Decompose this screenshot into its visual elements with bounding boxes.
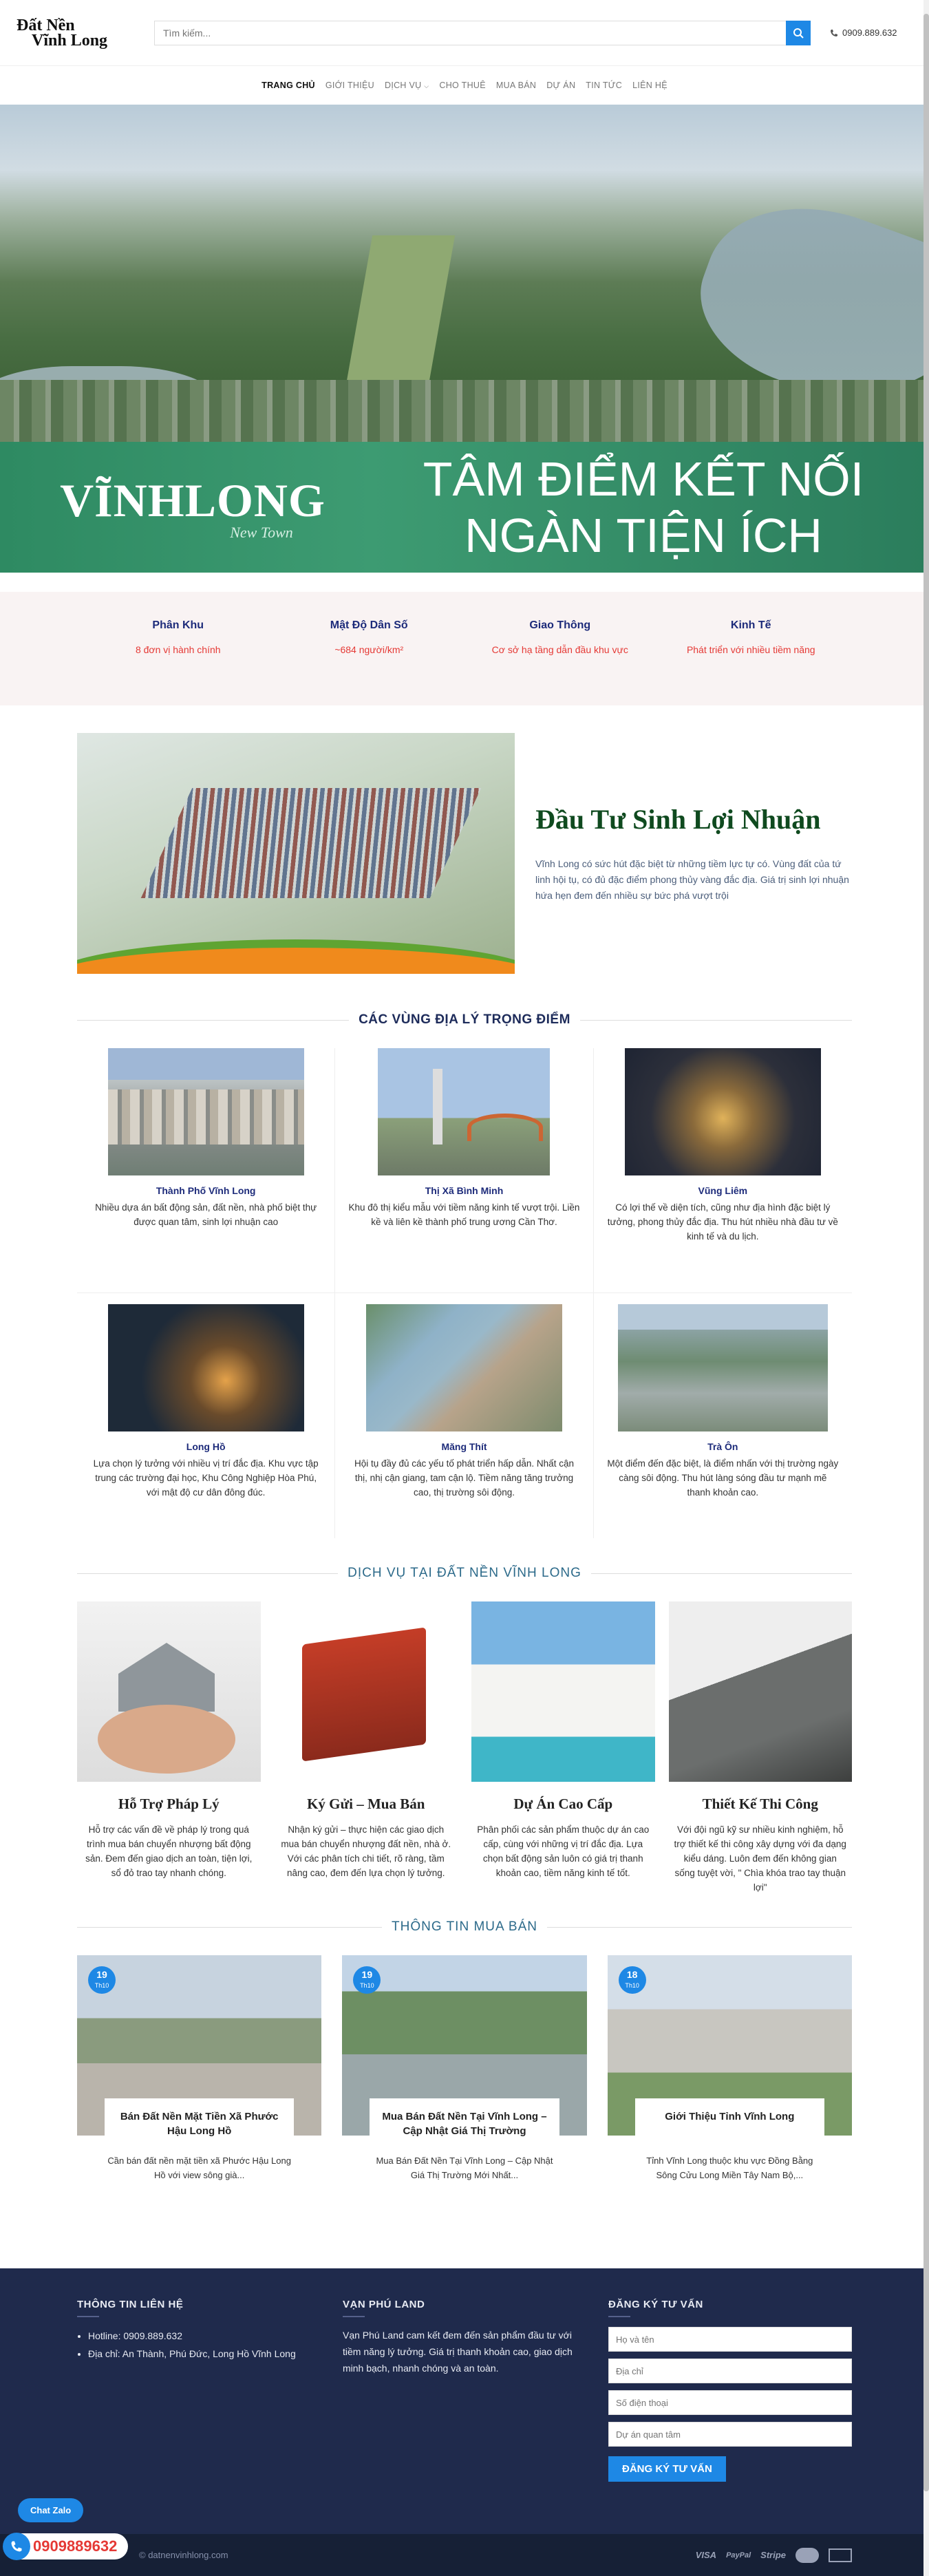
nav-item-news[interactable]: TIN TỨC [586,81,623,90]
news-title: THÔNG TIN MUA BÁN [392,1919,537,1934]
news-excerpt: Cần bán đất nền mặt tiền xã Phước Hậu Long Hồ với view sông già... [107,2155,291,2180]
scrollbar-thumb[interactable] [923,14,929,2491]
hotline-number: 0909889632 [15,2533,128,2559]
search-bar [154,21,811,45]
stat-item [656,619,847,705]
invest-image [77,733,515,974]
stat-desc: 8 đơn vị hành chính [135,644,221,655]
region-name: Thị Xã Bình Minh [425,1185,504,1196]
region-name: Măng Thít [441,1441,487,1452]
region-name: Trà Ôn [707,1441,738,1452]
name-field[interactable] [608,2327,852,2352]
stats-strip [0,592,929,705]
news-card[interactable] [608,1955,852,2182]
divider [580,1020,852,1021]
region-card[interactable] [594,1293,852,1538]
stat-title: Giao Thông [529,619,591,631]
region-image [618,1304,828,1431]
service-image [471,1601,655,1782]
services-heading [77,1566,852,1581]
service-desc: Phân phối các sản phẩm thuộc dự án cao cấp, cùng với những vị trí đắc địa. Lựa chọn bất động sản luôn có giá trị thanh khoản cao, tiềm năng kinh tế tốt. [477,1824,650,1878]
divider [77,1573,338,1574]
footer-contact-list [77,2327,321,2363]
visa-icon: VISA [695,2550,717,2560]
stripe-icon: Stripe [760,2550,786,2560]
region-card[interactable] [594,1048,852,1293]
hotline-button[interactable] [0,2533,128,2560]
region-desc: Hội tụ đầy đủ các yếu tố phát triển hấp dẫn. Nhất cận thị, nhị cận giang, tam cận lộ. Tiềm năng tăng trưởng cao, thị trường sôi động. [354,1458,574,1498]
site-header [0,0,929,66]
region-name: Thành Phố Vĩnh Long [156,1185,256,1196]
invest-image-plot [141,788,482,898]
date-month: Th10 [360,1982,374,1989]
service-card[interactable] [471,1601,655,1895]
news-title[interactable]: Bán Đất Nền Mặt Tiền Xã Phước Hậu Long Hồ [105,2098,294,2147]
copyright: © datnenvinhlong.com [139,2550,228,2560]
service-image [275,1601,458,1782]
mastercard-icon [795,2548,819,2563]
date-month: Th10 [625,1982,639,1989]
logo-line2: Vĩnh Long [32,31,108,50]
divider [591,1573,852,1574]
service-name: Thiết Kế Thi Công [702,1796,818,1812]
service-card[interactable] [669,1601,853,1895]
stat-item [274,619,465,705]
news-title[interactable]: Mua Bán Đất Nền Tại Vĩnh Long – Cập Nhật Giá Thị Trường [370,2098,559,2147]
hero-brand-logo [0,473,385,542]
footer-contact [77,2299,321,2504]
service-desc: Hỗ trợ các vấn đề về pháp lý trong quá trình mua bán chuyển nhượng bất động sản. Đem đến giao dịch an toàn, tiện lợi, sổ đỏ trao tay nhanh chóng. [85,1824,253,1878]
region-name: Long Hồ [186,1441,226,1452]
nav-item-about[interactable]: GIỚI THIỆU [325,81,374,90]
news-excerpt: Tỉnh Vĩnh Long thuộc khu vực Đồng Bằng Sông Cửu Long Miền Tây Nam Bộ,... [646,2155,813,2180]
submit-button[interactable]: ĐĂNG KÝ TƯ VẤN [608,2456,726,2482]
hero-banner [0,105,929,573]
stat-desc: ~684 người/km² [334,644,404,655]
region-desc: Có lợi thế về diện tích, cũng như địa hình đặc biệt lý tưởng, phong thủy đắc địa. Thu hút nhiều nhà đầu tư về kinh tế và du lịch. [607,1202,838,1242]
date-badge [88,1966,116,1994]
footer-about-text: Vạn Phú Land cam kết đem đến sản phẩm đầu tư với tiềm năng lý tưởng. Giá trị thanh khoản cao, giao dịch minh bạch, nhanh chóng và an toàn. [343,2330,573,2374]
service-desc: Nhận ký gửi – thực hiện các giao dịch mua bán chuyển nhượng đất nền, nhà ở. Với các phân tích chi tiết, rõ ràng, tầm nâng cao, đem đến lựa chọn lý tưởng. [281,1824,451,1878]
hero-band [0,442,929,573]
date-badge [353,1966,381,1994]
hero-slogan-line1: TÂM ĐIỂM KẾT NỐI [423,452,864,506]
footer-hotline[interactable]: • Hotline: 0909.889.632 [88,2327,321,2345]
region-image [625,1048,821,1175]
footer-form-title: ĐĂNG KÝ TƯ VẤN [608,2299,852,2317]
news-grid [77,1955,852,2182]
divider [77,1927,382,1928]
stat-title: Phân Khu [152,619,204,631]
service-image [669,1601,853,1782]
invest-body: Vĩnh Long có sức hút đặc biệt từ những tiềm lực tự có. Vùng đất của tứ linh hội tụ, có đủ đặc điểm phong thủy vàng đắc địa. Giá trị sinh lợi nhuận hứa hẹn đem đến nhiều sự bức phá vượt trội [535,858,849,901]
footer-contact-title: THÔNG TIN LIÊN HỆ [77,2299,321,2317]
regions-grid [77,1048,852,1538]
date-month: Th10 [94,1982,109,1989]
region-image [366,1304,562,1431]
news-title[interactable]: Giới Thiệu Tỉnh Vĩnh Long [635,2098,824,2147]
hero-slogan [385,451,929,564]
nav-item-buy-sell[interactable]: MUA BÁN [495,81,537,90]
stat-item [83,619,274,705]
news-heading [77,1919,852,1935]
hero-brand: VĨNHLONG [60,473,325,526]
header-phone[interactable] [830,28,912,38]
service-name: Dự Án Cao Cấp [513,1796,613,1812]
site-logo[interactable] [17,18,120,48]
regions-title: CÁC VÙNG ĐỊA LÝ TRỌNG ĐIỂM [359,1012,570,1027]
header-phone-number: 0909.889.632 [842,28,897,38]
service-image [77,1601,261,1782]
chevron-down-icon: ⌵ [424,83,429,89]
nav-item-rent[interactable]: CHO THUÊ [439,81,486,90]
service-card[interactable] [77,1601,261,1895]
region-name: Vũng Liêm [698,1185,748,1196]
divider [547,1927,852,1928]
region-image [108,1048,304,1175]
nav-item-services-label: DỊCH VỤ [385,81,422,90]
phone-icon [3,2533,30,2560]
hero-slogan-line2: NGÀN TIỆN ÍCH [464,509,822,562]
phone-field[interactable] [608,2390,852,2415]
hero-field [343,235,455,401]
news-excerpt: Mua Bán Đất Nền Tại Vĩnh Long – Cập Nhật Giá Thị Trường Mới Nhất... [376,2155,553,2180]
region-card[interactable] [335,1048,593,1293]
region-desc: Một điểm đến đặc biệt, là điểm nhấn với thị trường ngày càng sôi động. Thu hút làng sóng đầu tư mạnh mẽ thanh khoản cao. [607,1458,839,1498]
invest-title: Đầu Tư Sinh Lợi Nhuận [535,804,821,835]
consult-form [608,2299,852,2504]
services-grid [77,1601,852,1895]
date-day: 18 [626,1969,638,1980]
region-card[interactable] [77,1048,335,1293]
region-image [108,1304,304,1431]
footer-address: • Địa chỉ: An Thành, Phú Đức, Long Hồ Vĩnh Long [88,2345,321,2363]
service-name: Ký Gửi – Mua Bán [307,1796,425,1812]
regions-heading [77,1012,852,1028]
nav-item-home[interactable]: TRANG CHỦ [261,81,315,90]
region-card[interactable] [335,1293,593,1538]
services-title: DỊCH VỤ TẠI ĐẤT NỀN VĨNH LONG [348,1566,581,1580]
address-field[interactable] [608,2359,852,2383]
nav-item-projects[interactable]: DỰ ÁN [546,81,576,90]
divider [77,1020,349,1021]
region-card[interactable] [77,1293,335,1538]
stat-title: Kinh Tế [730,619,771,631]
nav-item-services[interactable] [385,81,429,90]
stat-desc: Phát triển với nhiều tiềm năng [686,644,815,655]
chat-zalo-button[interactable]: Chat Zalo [18,2498,83,2522]
hero-brand-sub: New Town [230,523,293,541]
main-nav [0,66,929,105]
nav-item-contact[interactable]: LIÊN HỆ [632,81,668,90]
region-desc: Khu đô thị kiểu mẫu với tiềm năng kinh tế vượt trội. Liền kề và liên kề thành phố trung ương Cần Thơ. [348,1202,580,1227]
news-card[interactable] [77,1955,321,2182]
stat-desc: Cơ sở hạ tầng dẫn đầu khu vực [491,644,628,655]
stat-title: Mật Độ Dân Số [330,619,408,631]
region-desc: Nhiều dựa án bất động sản, đất nền, nhà phố biệt thự được quan tâm, sinh lợi nhuận cao [95,1202,317,1227]
date-badge [619,1966,646,1994]
service-card[interactable] [275,1601,458,1895]
news-card[interactable] [342,1955,586,2182]
date-day: 19 [96,1969,107,1980]
paypal-icon: PayPal [726,2551,751,2559]
footer-about [343,2299,586,2504]
project-field[interactable] [608,2422,852,2447]
phone-icon [830,29,838,37]
invest-section [77,733,852,974]
site-footer [0,2268,929,2534]
logo-line1: Đất Nền [17,16,75,34]
scrollbar[interactable] [923,0,929,2576]
payment-icons [696,2548,852,2563]
date-day: 19 [361,1969,373,1980]
invest-text [515,803,852,904]
region-desc: Lựa chọn lý tưởng với nhiều vị trí đắc địa. Khu vực tập trung các trường đại học, Khu Công Nghiệp Hòa Phú, với mật độ cư dân đông đúc. [93,1458,319,1498]
footer-about-title: VẠN PHÚ LAND [343,2299,586,2317]
service-name: Hỗ Trợ Pháp Lý [118,1796,220,1812]
search-input[interactable] [154,21,786,45]
invest-image-arc [77,939,515,974]
region-image [378,1048,550,1175]
cash-icon [829,2548,852,2562]
bottom-bar [0,2534,929,2576]
search-button[interactable] [786,21,811,45]
service-desc: Với đội ngũ kỹ sư nhiều kinh nghiệm, hỗ trợ thiết kế thi công xây dựng với đa dạng kiểu dáng. Luôn đem đến không gian sống tuyệt vời, " Chìa khóa trao tay thuận lợi" [674,1824,846,1893]
search-icon [793,28,804,39]
stat-item [464,619,656,705]
